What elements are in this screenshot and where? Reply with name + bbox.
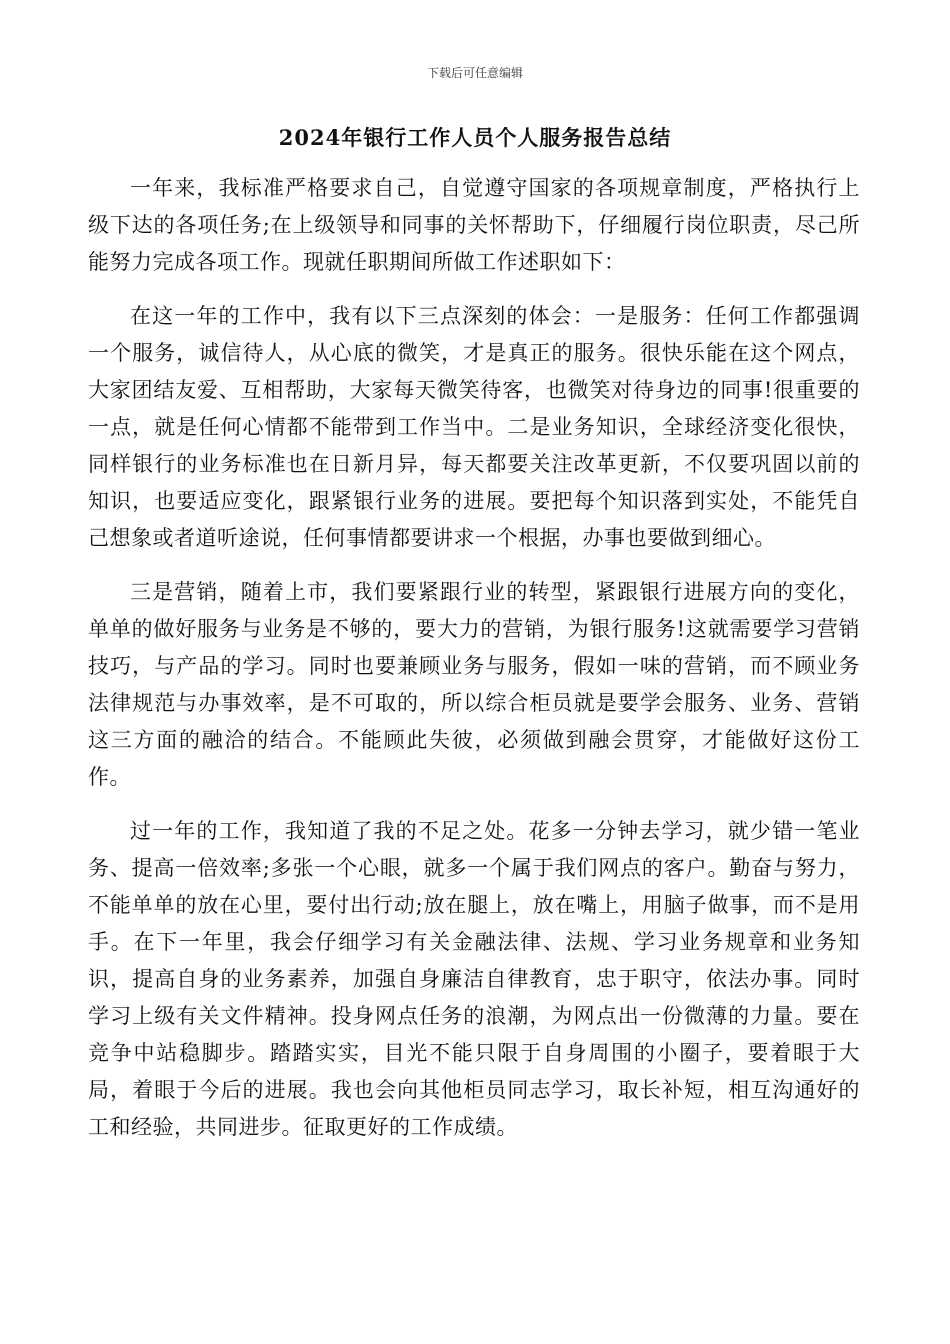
paragraph-marketing: 三是营销，随着上市，我们要紧跟行业的转型，紧跟银行进展方向的变化，单单的做好服务与业务是不够的，要大力的营销，为银行服务!这就需要学习营销技巧，与产品的学习。同时也要兼顾业务与服务，假如一味的营销，而不顾业务法律规范与办事效率，是不可取的，所以综合柜员就是要学会服务、业务、营销这三方面的融洽的结合。不能顾此失彼，必须做到融会贯穿，才能做好这份工作。 bbox=[88, 580, 860, 789]
document-body bbox=[88, 170, 860, 1163]
document-title: 2024年银行工作人员个人服务报告总结 bbox=[278, 125, 672, 150]
paragraph-intro: 一年来，我标准严格要求自己，自觉遵守国家的各项规章制度，严格执行上级下达的各项任务;在上级领导和同事的关怀帮助下，仔细履行岗位职责，尽己所能努力完成各项工作。现就任职期间所做工作述职如下： bbox=[88, 176, 860, 274]
paragraph-experience: 在这一年的工作中，我有以下三点深刻的体会：一是服务：任何工作都强调一个服务，诚信待人，从心底的微笑，才是真正的服务。很快乐能在这个网点，大家团结友爱、互相帮助，大家每天微笑待客，也微笑对待身边的同事!很重要的一点，就是任何心情都不能带到工作当中。二是业务知识，全球经济变化很快，同样银行的业务标准也在日新月异，每天都要关注改革更新，不仅要巩固以前的知识，也要适应变化，跟紧银行业务的进展。要把每个知识落到实处，不能凭自己想象或者道听途说，任何事情都要讲求一个根据，办事也要做到细心。 bbox=[88, 304, 860, 550]
header-note: 下载后可任意编辑 bbox=[426, 66, 523, 80]
paragraph-plan: 过一年的工作，我知道了我的不足之处。花多一分钟去学习，就少错一笔业务、提高一倍效率;多张一个心眼，就多一个属于我们网点的客户。勤奋与努力，不能单单的放在心里，要付出行动;放在腿上，放在嘴上，用脑子做事，而不是用手。在下一年里，我会仔细学习有关金融法律、法规、学习业务规章和业务知识，提高自身的业务素养，加强自身廉洁自律教育，忠于职守，依法办事。同时学习上级有关文件精神。投身网点任务的浪潮，为网点出一份微薄的力量。要在竞争中站稳脚步。踏踏实实，目光不能只限于自身周围的小圈子，要着眼于大局，着眼于今后的进展。我也会向其他柜员同志学习，取长补短，相互沟通好的工和经验，共同进步。征取更好的工作成绩。 bbox=[88, 819, 860, 1139]
